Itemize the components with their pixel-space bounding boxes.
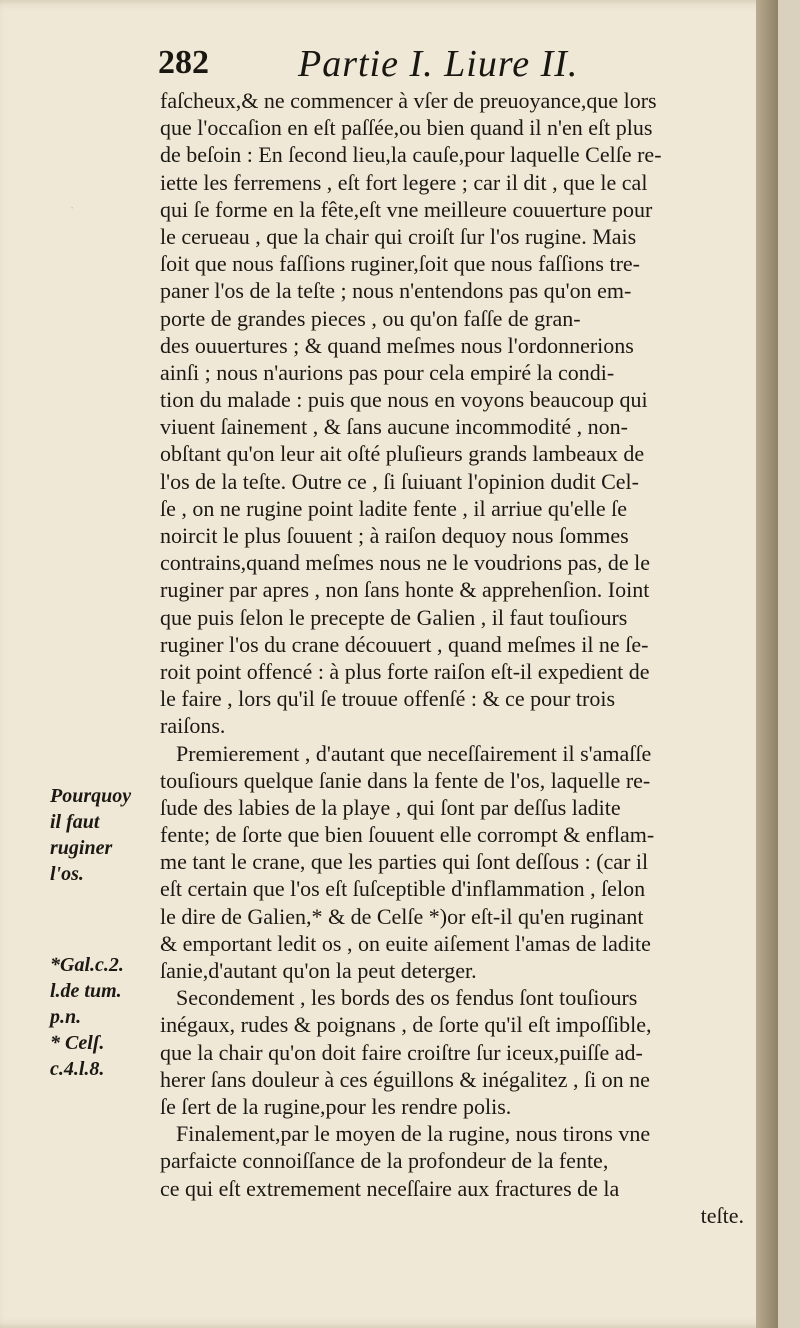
text-line: que l'occaſion en eſt paſſée,ou bien quand il n'en eſt plus: [160, 115, 653, 141]
text-line: Secondement , les bords des os fendus ſont touſiours: [176, 985, 638, 1011]
marginal-note-why-rugine: [50, 783, 155, 887]
text-line: iette les ferremens , eſt fort legere ; car il dit , que le cal: [160, 169, 648, 195]
marginal-line: *Gal.c.2.: [50, 954, 124, 976]
text-line: que puis ſelon le precepte de Galien , il faut touſiours: [160, 604, 628, 630]
text-line: l'os de la teſte. Outre ce , ſi ſuiuant l'opinion dudit Cel-: [160, 468, 639, 494]
text-line: raiſons.: [160, 713, 226, 739]
marginal-note-references: [50, 952, 155, 1082]
marginal-line: il faut: [50, 811, 100, 833]
text-line: ſe ſert de la rugine,pour les rendre polis.: [160, 1093, 512, 1119]
text-line: ainſi ; nous n'aurions pas pour cela empiré la condi-: [160, 359, 615, 385]
text-line: eſt certain que l'os eſt ſuſceptible d'inflammation , ſelon: [160, 876, 646, 902]
text-line: & emportant ledit os , on euite aiſement l'amas de ladite: [160, 930, 651, 956]
marginal-line: l.de tum.: [50, 980, 122, 1002]
text-line: faſcheux,& ne commencer à vſer de preuoyance,que lors: [160, 88, 657, 113]
running-title: Partie I. Liure II.: [298, 43, 579, 85]
text-line: paner l'os de la teſte ; nous n'entendons pas qu'on em-: [160, 278, 632, 304]
text-line: qui ſe forme en la fête,eſt vne meilleure couuerture pour: [160, 196, 653, 222]
text-line: ſude des labies de la playe , qui ſont par deſſus ladite: [160, 794, 621, 820]
text-line: le cerueau , que la chair qui croiſt ſur l'os rugine. Mais: [160, 223, 637, 249]
text-line: roit point offencé : à plus forte raiſon eſt-il expedient de: [160, 658, 650, 684]
text-line: touſiours quelque ſanie dans la fente de l'os, laquelle re-: [160, 767, 651, 793]
marginal-line: p.n.: [50, 1006, 82, 1028]
text-line: ce qui eſt extremement neceſſaire aux fractures de la: [160, 1175, 620, 1201]
text-line: viuent ſainement , & ſans aucune incommodité , non-: [160, 414, 628, 440]
text-line: fente; de ſorte que bien ſouuent elle corrompt & enflam-: [160, 822, 655, 848]
show-through-mark: ·: [70, 200, 75, 215]
text-line: porte de grandes pieces , ou qu'on faſſe de gran-: [160, 305, 581, 331]
text-line: Finalement,par le moyen de la rugine, nous tirons vne: [176, 1121, 651, 1147]
text-line: ſanie,d'autant qu'on la peut deterger.: [160, 958, 477, 983]
page-number: 282: [158, 44, 209, 81]
text-line: parfaicte connoiſſance de la profondeur de la fente,: [160, 1148, 609, 1174]
text-line: ſe , on ne rugine point ladite fente , il arriue qu'elle ſe: [160, 495, 628, 521]
text-line: ruginer l'os du crane découuert , quand meſmes il ne ſe-: [160, 631, 649, 657]
text-line: tion du malade : puis que nous en voyons beaucoup qui: [160, 387, 648, 413]
text-line: herer ſans douleur à ces éguillons & inégalitez , ſi on ne: [160, 1066, 650, 1092]
text-line: teſte.: [700, 1202, 744, 1228]
text-line: le dire de Galien,* & de Celſe *)or eſt-il qu'en ruginant: [160, 903, 644, 929]
text-line: me tant le crane, que les parties qui ſont deſſous : (car il: [160, 849, 649, 875]
text-line: Premierement , d'autant que neceſſairement il s'amaſſe: [176, 740, 652, 766]
marginal-line: Pourquoy: [50, 785, 132, 807]
marginal-line: * Celſ.: [50, 1032, 105, 1054]
text-line: contrains,quand meſmes nous ne le voudrions pas, de le: [160, 550, 651, 576]
text-line: noircit le plus ſouuent ; à raiſon dequoy nous ſommes: [160, 523, 629, 548]
marginal-line: l'os.: [50, 863, 84, 885]
text-line: ſoit que nous faſſions ruginer,ſoit que nous faſſions tre-: [160, 251, 640, 277]
body-text: [160, 87, 784, 1229]
text-line: des ouuertures ; & quand meſmes nous l'ordonnerions: [160, 332, 634, 358]
text-line: inégaux, rudes & poignans , de ſorte qu'il eſt impoſſible,: [160, 1012, 652, 1038]
text-line: de beſoin : En ſecond lieu,la cauſe,pour laquelle Celſe re-: [160, 142, 662, 168]
text-line: ruginer par apres , non ſans honte & apprehenſion. Ioint: [160, 577, 650, 603]
marginal-line: c.4.l.8.: [50, 1058, 105, 1080]
text-line: le faire , lors qu'il ſe trouue offenſé : & ce pour trois: [160, 686, 616, 712]
marginal-line: ruginer: [50, 837, 113, 859]
page-header: [158, 44, 778, 88]
text-line: obſtant qu'on leur ait oſté pluſieurs grands lambeaux de: [160, 441, 645, 467]
text-line: que la chair qu'on doit faire croiſtre ſur iceux,puiſſe ad-: [160, 1039, 643, 1065]
